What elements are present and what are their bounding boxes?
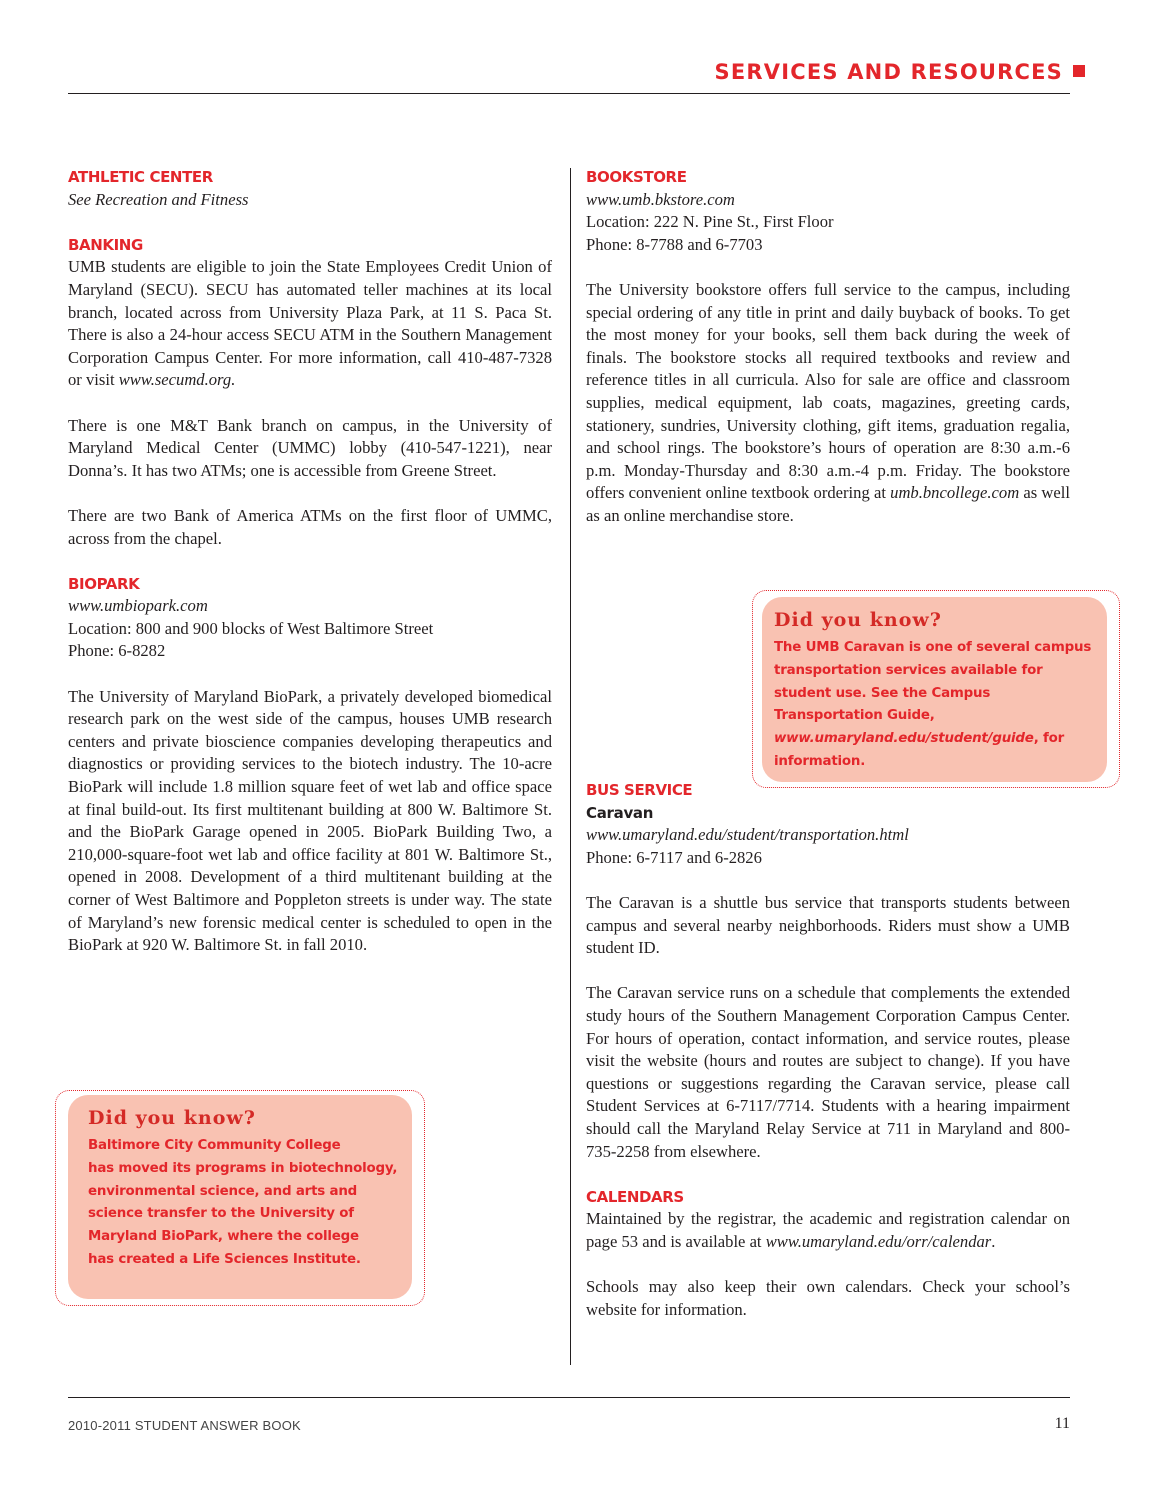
- calendars-p1-end: .: [991, 1231, 996, 1251]
- footer-divider: [68, 1397, 1070, 1398]
- square-bullet-icon: [1073, 65, 1085, 77]
- calendars-paragraph-1: [586, 1208, 1070, 1253]
- header-divider: [68, 93, 1070, 94]
- banking-heading: BANKING: [68, 235, 143, 254]
- bookstore-url[interactable]: www.umb.bkstore.com: [586, 189, 735, 209]
- banking-paragraph-2: There is one M&T Bank branch on campus, in the University of Maryland Medical Center (UMMC) lobby (410-547-1221), near Donna’s. It has two ATMs; one is accessible from Greene Street.: [68, 415, 552, 480]
- bncollege-link[interactable]: umb.bncollege.com: [890, 483, 1020, 503]
- right-column-lower: [586, 779, 1070, 1321]
- footer-book-title: 2010-2011 STUDENT ANSWER BOOK: [68, 1418, 301, 1433]
- did-you-know-title-left: Did you know?: [88, 1107, 256, 1129]
- banking-paragraph-1: [68, 256, 552, 392]
- bookstore-heading: BOOKSTORE: [586, 168, 687, 186]
- caravan-paragraph-1: The Caravan is a shuttle bus service that transports students between campus and several nearby neighborhoods. Riders must show a UMB student ID.: [586, 892, 1070, 958]
- did-you-know-line: has moved its programs in biotechnology,: [88, 1160, 398, 1176]
- did-you-know-line: science transfer to the University of: [88, 1206, 354, 1222]
- biopark-url[interactable]: www.umbiopark.com: [68, 596, 208, 616]
- biopark-paragraph: The University of Maryland BioPark, a privately developed biomedical research park on the west side of the campus, houses UMB research centers and private bioscience companies developing therapeutics and diagnostics or providing services to the biotech industry. The 10-acre BioPark will include 1.8 million square feet of wet lab and office space at final build-out. Its first multitenant building at 800 W. Baltimore St. and the BioPark Garage opened in 2005. BioPark Building Two, a 210,000-square-foot wet lab and office facility at 801 W. Baltimore St., opened in 2008. Development of a third multitenant building at the corner of West Baltimore and Poppleton streets is under way. The state of Maryland’s new forensic medical center is scheduled to open in the BioPark at 920 W. Baltimore St. in fall 2010.: [68, 686, 552, 955]
- did-you-know-title-right: Did you know?: [774, 609, 942, 631]
- bookstore-phone: Phone: 8-7788 and 6-7703: [586, 234, 763, 254]
- calendars-paragraph-2: Schools may also keep their own calendars. Check your school’s website for information.: [586, 1277, 1070, 1319]
- left-column: [68, 166, 552, 957]
- caravan-phone: Phone: 6-7117 and 6-2826: [586, 847, 762, 867]
- did-you-know-line: Baltimore City Community College: [88, 1138, 341, 1153]
- did-you-know-line: environmental science, and arts and: [88, 1183, 358, 1199]
- bookstore-p1-text: The University bookstore offers full service to the campus, including special ordering of any title in print and daily buyback of books. To get the most money for your books, sell them back during the week of finals. The bookstore stocks all required textbooks and review and reference titles in all curricula. Also for sale are office and classroom supplies, medical equipment, lab coats, magazines, greeting cards, stationery, sundries, University clothing, gift items, graduation regalia, and school rings. The bookstore’s hours of operation are 8:30 a.m.-6 p.m. Monday-Thursday and 8:30 a.m.-4 p.m. Friday. The bookstore offers convenient online textbook ordering at: [586, 279, 1070, 503]
- caravan-subheading: Caravan: [586, 803, 654, 822]
- bus-service-heading: BUS SERVICE: [586, 781, 693, 799]
- athletic-center-note: See Recreation and Fitness: [68, 189, 249, 209]
- bookstore-location: Location: 222 N. Pine St., First Floor: [586, 212, 834, 232]
- biopark-location: Location: 800 and 900 blocks of West Baltimore Street: [68, 618, 434, 638]
- calendars-heading: CALENDARS: [586, 1187, 684, 1206]
- did-you-know-callout-left: [68, 1095, 412, 1299]
- biopark-heading: BIOPARK: [68, 574, 140, 593]
- secu-link[interactable]: www.secumd.org.: [118, 370, 236, 390]
- caravan-url[interactable]: www.umaryland.edu/student/transportation.html: [586, 825, 909, 845]
- biopark-phone: Phone: 6-8282: [68, 641, 166, 661]
- did-you-know-line: has created a Life Sciences Institute.: [88, 1251, 361, 1267]
- bookstore-paragraph: [586, 279, 1070, 528]
- did-you-know-callout-right: [762, 597, 1107, 782]
- did-you-know-text-after: , for information.: [774, 731, 1065, 769]
- banking-p1-text: UMB students are eligible to join the State Employees Credit Union of Maryland (SECU). SECU has automated teller machines at its local branch, located across from University Plaza Park, at 11 S. Paca St. There is also a 24-hour access SECU ATM in the Southern Management Corporation Campus Center. For more information, call 410-487-7328 or visit: [68, 257, 552, 390]
- calendars-p1-text: Maintained by the registrar, the academic and registration calendar on page 53 and is available at: [586, 1209, 1070, 1251]
- bookstore-p1-end: as well as an online merchandise store.: [586, 483, 1070, 525]
- caravan-paragraph-2: The Caravan service runs on a schedule that complements the extended study hours of the Southern Management Corporation Campus Center. For hours of operation, contact information, and service routes, please visit the website (hours and routes are subject to change). If you have questions or suggestions regarding the Caravan service, please call Student Services at 6-7117/7714. Students with a hearing impairment should call the Maryland Relay Service at 711 in Maryland and 800-735-2258 from elsewhere.: [586, 983, 1070, 1161]
- banking-paragraph-3: There are two Bank of America ATMs on the first floor of UMMC, across from the chapel.: [68, 505, 552, 548]
- did-you-know-text-before: The UMB Caravan is one of several campus transportation services available for student use. See the Campus Transportation Guide,: [774, 640, 1092, 724]
- athletic-center-heading: ATHLETIC CENTER: [68, 168, 213, 186]
- calendar-link[interactable]: www.umaryland.edu/orr/calendar: [765, 1231, 992, 1251]
- section-title: [715, 60, 1085, 84]
- right-column-upper: [586, 166, 1070, 528]
- page-number: 11: [1054, 1415, 1070, 1432]
- section-title-text: SERVICES AND RESOURCES: [714, 60, 1063, 84]
- column-divider: [570, 168, 571, 1365]
- did-you-know-line: Maryland BioPark, where the college: [88, 1229, 359, 1245]
- did-you-know-text-right: [774, 637, 1093, 774]
- transportation-guide-link[interactable]: www.umaryland.edu/student/guide: [774, 731, 1034, 747]
